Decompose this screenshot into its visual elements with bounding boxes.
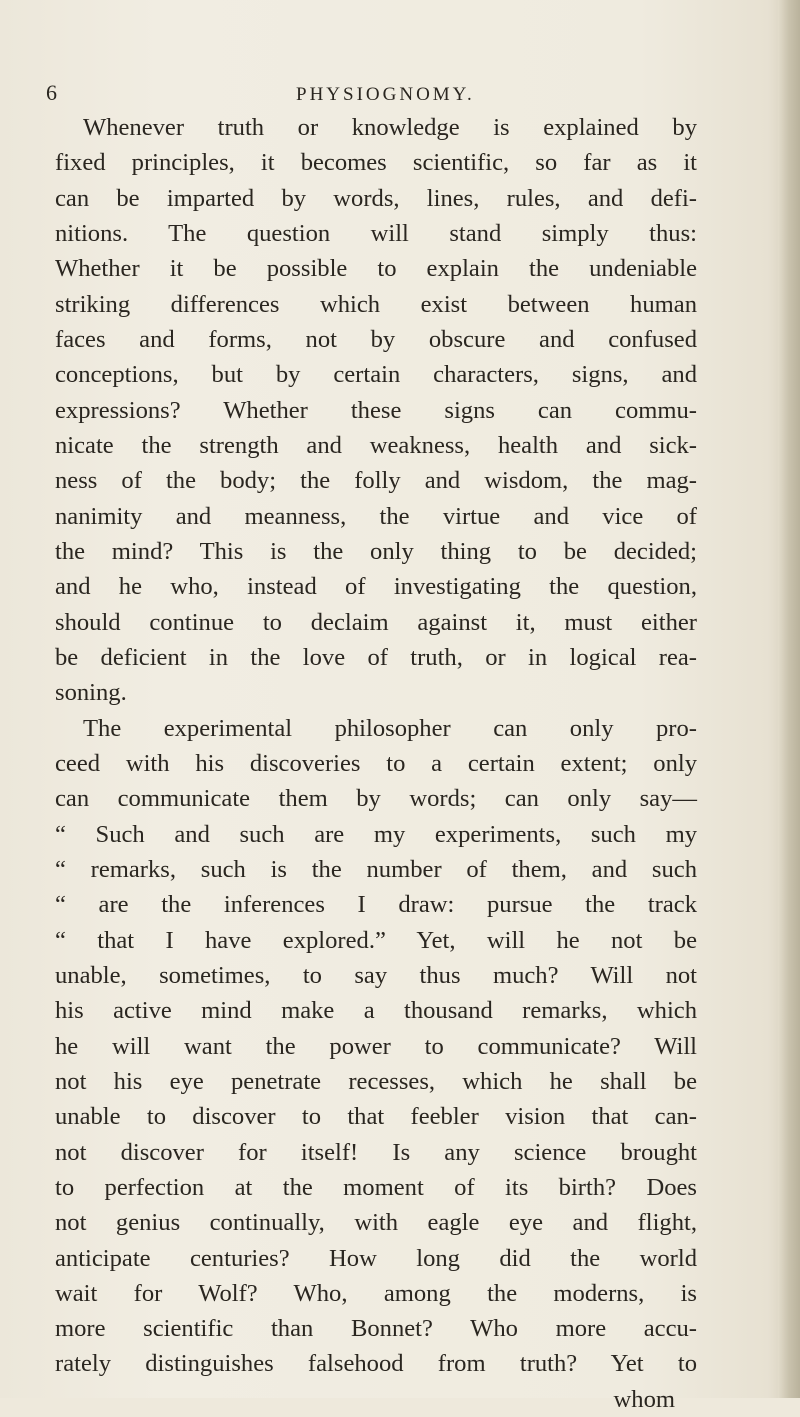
catchword: whom xyxy=(613,1385,675,1413)
page-number: 6 xyxy=(46,80,58,105)
text-line: he will want the power to communicate? Will xyxy=(55,1032,697,1060)
text-line: “ that I have explored.” Yet, will he not be xyxy=(55,926,697,954)
text-line: more scientific than Bonnet? Who more accu- xyxy=(55,1315,697,1343)
text-line: “ are the inferences I draw: pursue the track xyxy=(55,891,697,919)
page-header xyxy=(46,80,736,110)
text-line: should continue to declaim against it, must either xyxy=(55,608,697,636)
text-line: soning. xyxy=(55,679,127,707)
text-line: rately distinguishes falsehood from truth? Yet to xyxy=(55,1350,697,1378)
text-line: not his eye penetrate recesses, which he shall be xyxy=(55,1067,697,1095)
text-line: nanimity and meanness, the virtue and vice of xyxy=(55,502,697,530)
text-line: and he who, instead of investigating the question, xyxy=(55,573,697,601)
text-line: unable to discover to that feebler vision that can- xyxy=(55,1103,697,1131)
body-text xyxy=(55,110,697,1417)
text-line: The experimental philosopher can only pro- xyxy=(83,714,697,742)
text-line: wait for Wolf? Who, among the moderns, is xyxy=(55,1279,697,1307)
text-line: faces and forms, not by obscure and confused xyxy=(55,325,697,353)
text-line: Whether it be possible to explain the undeniable xyxy=(55,255,697,283)
text-line: ness of the body; the folly and wisdom, the mag- xyxy=(55,467,697,495)
text-line: not discover for itself! Is any science brought xyxy=(55,1138,697,1166)
text-line: not genius continually, with eagle eye and flight, xyxy=(55,1209,697,1237)
page-edge-shadow xyxy=(778,0,800,1398)
text-line: be deficient in the love of truth, or in logical rea- xyxy=(55,643,697,671)
text-line: fixed principles, it becomes scientific, so far as it xyxy=(55,149,697,177)
text-line: “ remarks, such is the number of them, and such xyxy=(55,855,697,883)
text-line: the mind? This is the only thing to be decided; xyxy=(55,537,697,565)
text-line: striking differences which exist between human xyxy=(55,290,697,318)
text-line: anticipate centuries? How long did the world xyxy=(55,1244,697,1272)
text-line: Whenever truth or knowledge is explained by xyxy=(83,114,697,141)
text-line: “ Such and such are my experiments, such my xyxy=(55,820,697,848)
text-line: expressions? Whether these signs can commu- xyxy=(55,396,697,424)
text-line: his active mind make a thousand remarks, which xyxy=(55,997,697,1025)
running-head: PHYSIOGNOMY. xyxy=(296,84,475,105)
text-line: to perfection at the moment of its birth? Does xyxy=(55,1173,697,1201)
text-line: unable, sometimes, to say thus much? Will not xyxy=(55,961,697,989)
text-line: conceptions, but by certain characters, signs, and xyxy=(55,361,697,389)
text-line: can be imparted by words, lines, rules, and defi- xyxy=(55,184,697,212)
text-line: ceed with his discoveries to a certain extent; only xyxy=(55,749,697,777)
text-line: nitions. The question will stand simply thus: xyxy=(55,219,697,247)
text-line: can communicate them by words; can only say— xyxy=(55,785,697,813)
text-line: nicate the strength and weakness, health and sick- xyxy=(55,431,697,459)
